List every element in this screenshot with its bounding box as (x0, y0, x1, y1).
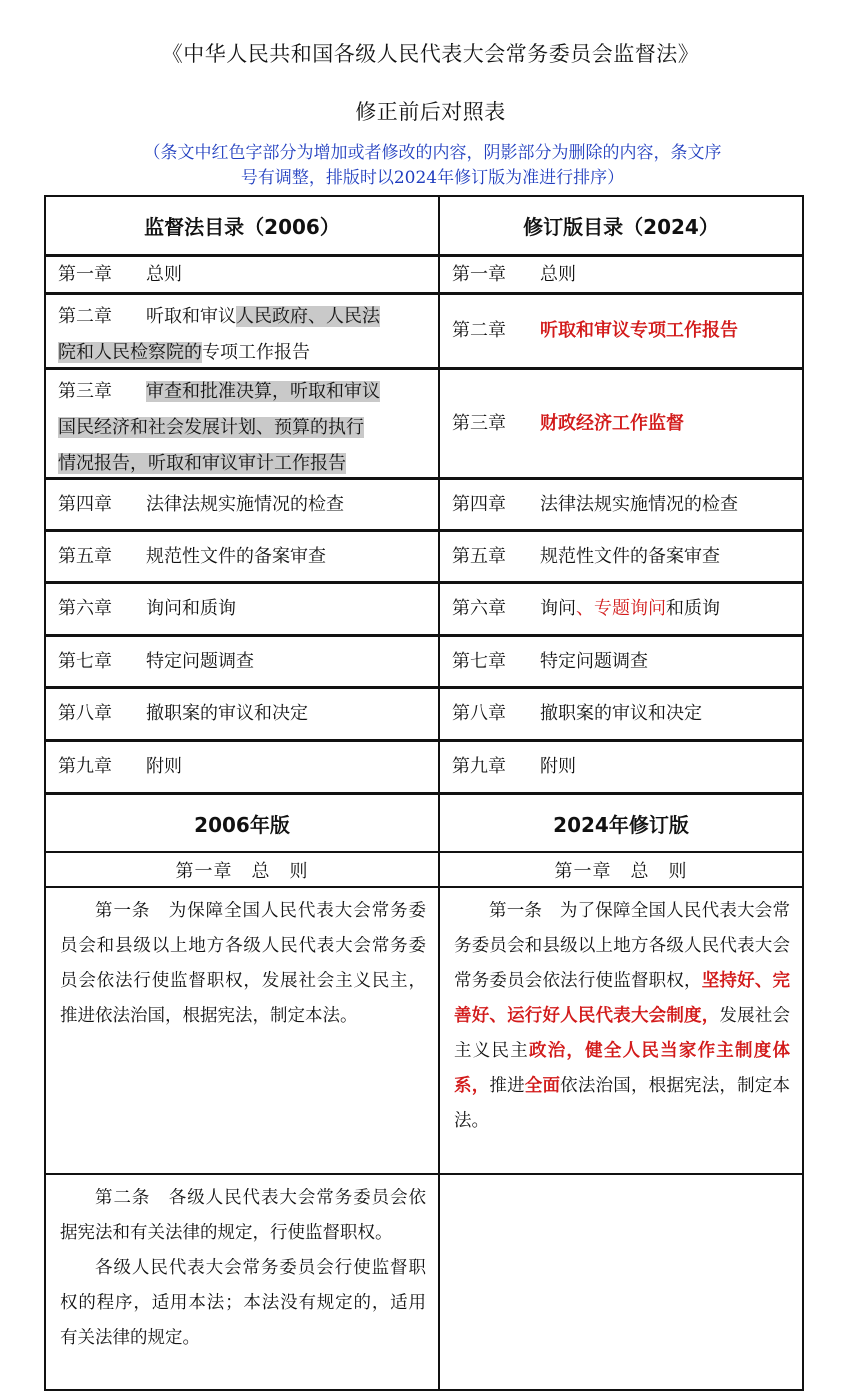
chapter-number: 第八章 (58, 703, 112, 724)
toc-2006-chapter-8 (46, 689, 438, 739)
chapter-title-part: 询问 (540, 598, 576, 619)
chapter-number: 第九章 (58, 756, 112, 777)
added-text: 财政经济工作监督 (540, 412, 684, 434)
chapter-number: 第一章 (58, 263, 112, 285)
toc-2006-chapter-3 (46, 370, 438, 477)
article-1-2006 (46, 888, 438, 1173)
toc-2024-chapter-1 (440, 257, 802, 292)
toc-2024-chapter-2 (440, 295, 802, 367)
toc-2006-chapter-7 (46, 637, 438, 686)
chapter-number: 第八章 (452, 703, 506, 724)
chapter-number: 第七章 (452, 650, 506, 672)
chapter-heading-2024: 第一章 总 则 (554, 860, 688, 882)
chapter-number: 第四章 (452, 493, 506, 515)
added-text: 政治，健全人民当家作主制度体系， (454, 1041, 791, 1096)
chapter-title: 附则 (540, 756, 576, 777)
article-2-2024-empty (440, 1175, 802, 1389)
chapter-title-part: 听取和审议 (146, 306, 236, 327)
added-text: 坚持好、完善好、运行好人民代表大会制度， (454, 971, 791, 1026)
article-text: 依法治国，根据宪法，制定本法。 (454, 1076, 791, 1131)
toc-header-2024: 修订版目录（2024） (523, 215, 719, 239)
toc-2006-chapter-6 (46, 584, 438, 634)
chapter-number: 第三章 (58, 381, 112, 402)
chapter-number: 第七章 (58, 650, 112, 672)
chapter-number: 第二章 (58, 306, 112, 327)
chapter-title-part: 专项工作报告 (202, 342, 310, 363)
toc-2024-chapter-8 (440, 689, 802, 739)
toc-header-2006: 监督法目录（2006） (144, 215, 340, 239)
article-1-2024 (440, 888, 802, 1173)
chapter-title: 法律法规实施情况的检查 (540, 493, 738, 515)
toc-2024-chapter-9 (440, 742, 802, 792)
version-header-2024: 2024年修订版 (553, 812, 689, 837)
chapter-number: 第六章 (58, 598, 112, 619)
chapter-number: 第二章 (452, 320, 506, 341)
article-text: 发展社会主义民主 (454, 1006, 791, 1061)
chapter-title: 撤职案的审议和决定 (540, 703, 702, 724)
article-label: 第一条 (95, 901, 151, 921)
article-2-2006 (46, 1175, 438, 1389)
toc-2006-chapter-9 (46, 742, 438, 792)
chapter-number: 第四章 (58, 493, 112, 515)
deleted-text: 院和人民检察院的 (58, 342, 202, 363)
toc-2024-chapter-4 (440, 480, 802, 529)
article-text: 为保障全国人民代表大会常务委员会和县级以上地方各级人民代表大会常务委员会依法行使监督职权，发展社会主义民主，推进依法治国，根据宪法，制定本法。 (60, 901, 427, 1026)
chapter-title: 规范性文件的备案审查 (146, 545, 326, 567)
document-subtitle: 修正前后对照表 (355, 100, 506, 124)
chapter-title: 特定问题调查 (540, 650, 648, 672)
toc-2024-chapter-3 (440, 370, 802, 477)
chapter-title: 规范性文件的备案审查 (540, 545, 720, 567)
deleted-text: 国民经济和社会发展计划、预算的执行 (58, 417, 364, 438)
chapter-title: 询问和质询 (146, 598, 236, 619)
toc-2006-chapter-5 (46, 532, 438, 581)
article-text: 各级人民代表大会常务委员会行使监督职权的程序，适用本法；本法没有规定的，适用有关法律的规定。 (60, 1258, 426, 1348)
comparison-table (44, 195, 804, 1391)
article-text: 各级人民代表大会常务委员会依据宪法和有关法律的规定，行使监督职权。 (60, 1188, 427, 1243)
edit-note-line-2: 号有调整，排版时以2024年修订版为准进行排序） (240, 168, 625, 188)
deleted-text: 情况报告，听取和审议审计工作报告 (58, 453, 346, 474)
chapter-title: 附则 (146, 756, 182, 777)
article-text: 推进 (489, 1076, 525, 1096)
chapter-number: 第五章 (452, 545, 506, 567)
chapter-title: 总则 (540, 263, 576, 285)
chapter-title-part: 和质询 (666, 598, 720, 619)
added-text: 听取和审议专项工作报告 (540, 320, 738, 341)
toc-2006-chapter-4 (46, 480, 438, 529)
version-header-2006: 2006年版 (194, 812, 290, 837)
chapter-number: 第五章 (58, 545, 112, 567)
article-label: 第一条 (489, 901, 543, 921)
chapter-title: 特定问题调查 (146, 650, 254, 672)
document-title: 《中华人民共和国各级人民代表大会常务委员会监督法》 (161, 42, 700, 66)
edit-note (60, 141, 805, 191)
added-text: 、专题询问 (576, 598, 666, 619)
toc-2024-chapter-6 (440, 584, 802, 634)
chapter-title: 总则 (146, 263, 182, 285)
toc-2006-chapter-1 (46, 257, 438, 292)
chapter-number: 第一章 (452, 263, 506, 285)
deleted-text: 审查和批准决算，听取和审议 (146, 381, 380, 402)
chapter-number: 第三章 (452, 412, 506, 434)
chapter-heading-2006: 第一章 总 则 (175, 860, 309, 882)
added-text: 全面 (524, 1076, 561, 1096)
article-text: 为了保障全国人民代表大会常务委员会和县级以上地方各级人民代表大会常务委员会依法行使监督职权， (454, 901, 790, 991)
edit-note-line-1: （条文中红色字部分为增加或者修改的内容，阴影部分为删除的内容，条文序 (143, 143, 722, 163)
toc-2024-chapter-5 (440, 532, 802, 581)
toc-2006-chapter-2 (46, 295, 438, 367)
chapter-number: 第九章 (452, 756, 506, 777)
chapter-title: 法律法规实施情况的检查 (146, 493, 344, 515)
deleted-text: 人民政府、人民法 (236, 306, 380, 327)
toc-2024-chapter-7 (440, 637, 802, 686)
article-label: 第二条 (95, 1188, 151, 1208)
chapter-title: 撤职案的审议和决定 (146, 703, 308, 724)
chapter-number: 第六章 (452, 598, 506, 619)
